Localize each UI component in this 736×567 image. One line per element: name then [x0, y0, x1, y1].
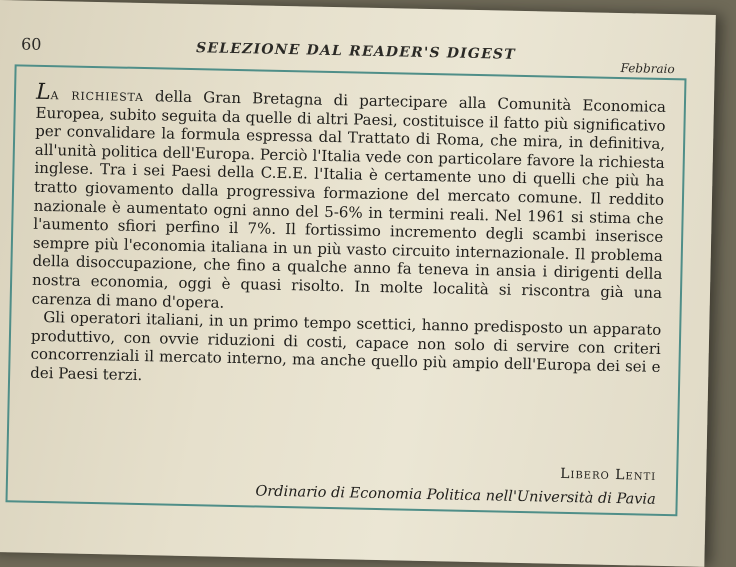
journal-title: SELEZIONE DAL READER'S DIGEST: [195, 40, 516, 63]
page-number: 60: [20, 34, 42, 54]
article-body: [30, 79, 667, 396]
author-affiliation: Ordinario di Economia Politica nell'Università di Pavia: [255, 483, 656, 508]
paragraph-2: Gli operatori italiani, in un primo tempo scettici, hanno predisposto un apparato produttivo, con ovvie riduzioni di costi, capace non solo di servire con criteri concorrenziali il mercato interno, ma anche quello più ampio dell'Europa dei sei e dei Paesi terzi.: [30, 308, 662, 384]
drop-cap: L: [35, 79, 51, 106]
lead-smallcaps: a richiesta: [50, 85, 145, 106]
author-name: Libero Lenti: [559, 465, 657, 484]
paragraph-1-text: della Gran Bretagna di partecipare alla Comunità Economica Europea, subito seguita da quelle di altri Paesi, costituisce il fatto più significativo per convalidare la formula espressa dal Trattato di Roma, che mira, in definitiva, all'unità politica dell'Europa. Perciò l'Italia vede con particolare favore la richiesta inglese. Tra i sei Paesi della C.E.E. l'Italia è certamente uno di quelli che più ha tratto giovamento dalla progressiva formazione del mercato comune. Il reddito nazionale è aumentato ogni anno del 5-6% in termini reali. Nel 1961 si stima che l'aumento sfiori perfino il 7%. Il fortissimo incremento degli scambi inserisce sempre più l'economia italiana in un più vasto circuito internazionale. Il problema della disoccupazione, che fino a qualche anno fa teneva in ansia i dirigenti della nostra economia, oggi è quasi risolto. In molte località si riscontra già una carenza di mano d'opera.: [31, 87, 667, 312]
issue-month: Febbraio: [620, 61, 675, 77]
page-header: [20, 34, 675, 77]
article-box: [5, 64, 686, 516]
paragraph-1: [31, 79, 667, 321]
